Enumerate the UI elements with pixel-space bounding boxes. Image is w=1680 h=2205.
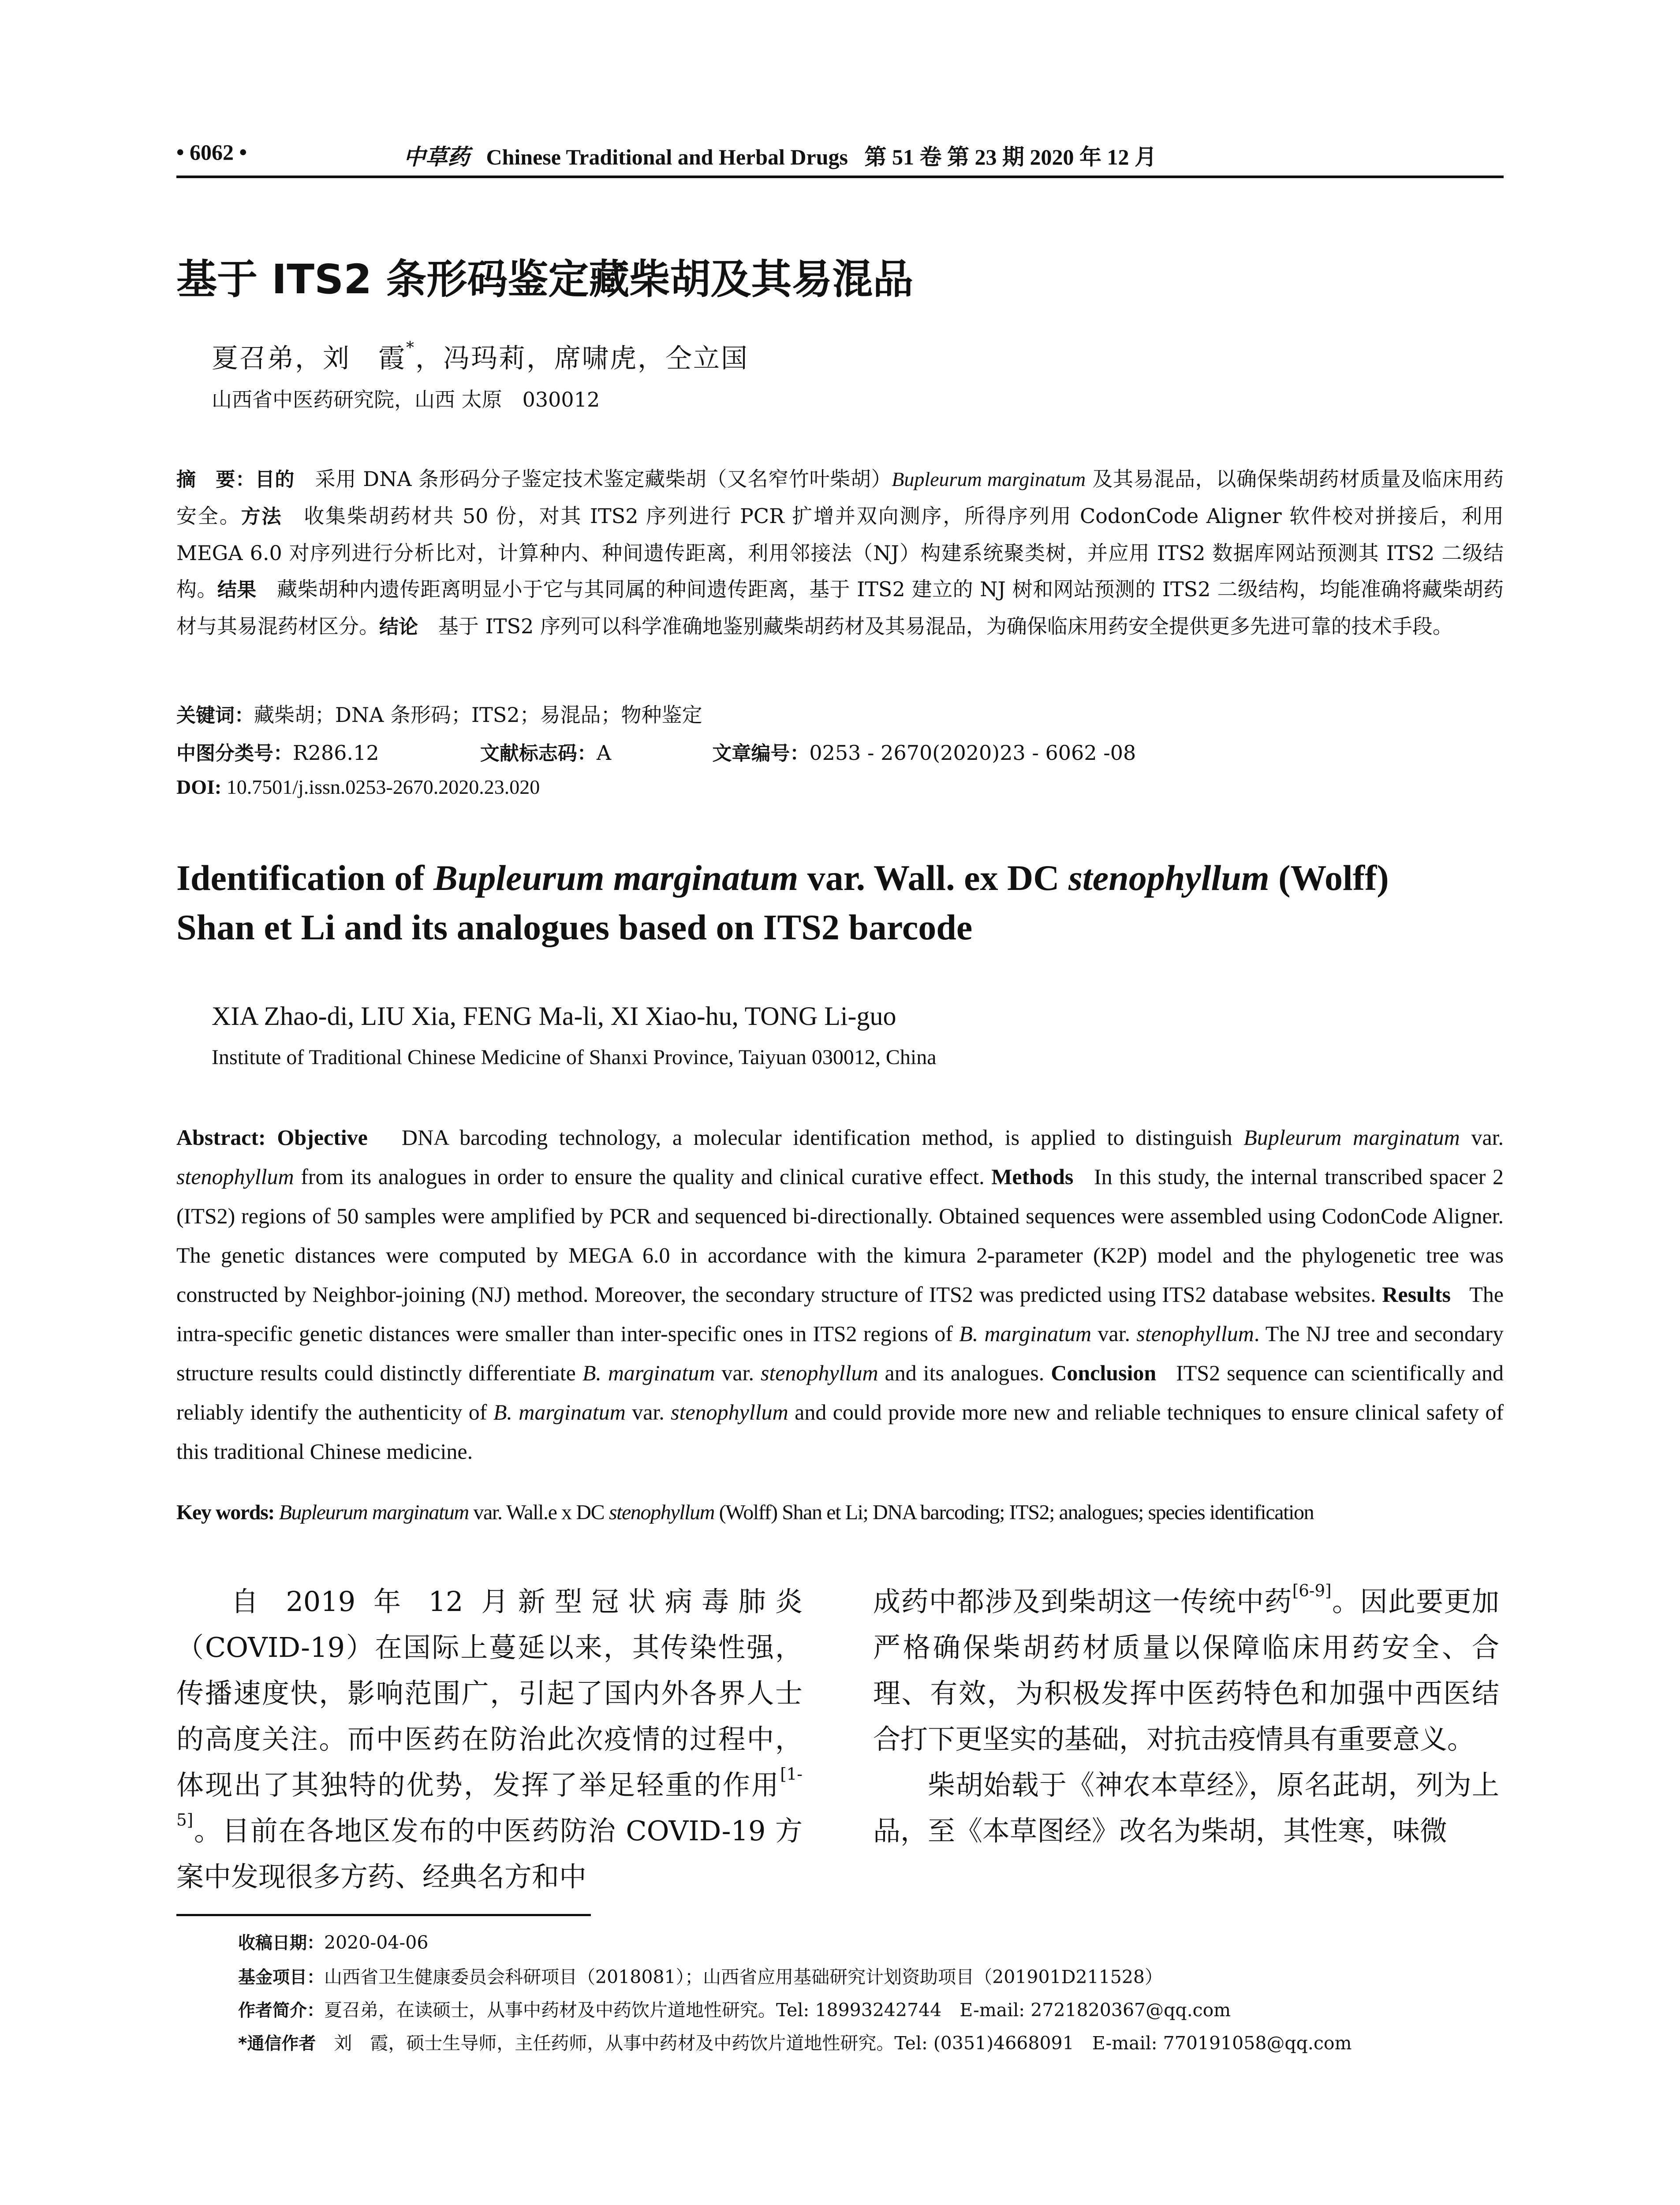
page-number: • 6062 • (176, 140, 247, 164)
results-label: Results (1382, 1282, 1451, 1307)
english-keywords: Key words: Bupleurum marginatum var. Wall.e x DC stenophyllum (Wolff) Shan et Li; DNA barcoding; ITS2; analogues; species identification (176, 1501, 1314, 1524)
english-authors: XIA Zhao-di, LIU Xia, FENG Ma-li, XI Xiao-hu, TONG Li-guo (212, 1002, 896, 1031)
chinese-title: 基于 ITS2 条形码鉴定藏柴胡及其易混品 (176, 256, 914, 303)
journal-name-cn: 中草药 (403, 144, 470, 170)
footnote-received: 收稿日期：2020-04-06 (238, 1932, 429, 1953)
doi-link[interactable]: 10.7501/j.issn.0253-2670.2020.23.020 (226, 776, 540, 798)
body-paragraph: 柴胡始载于《神农本草经》，原名茈胡，列为上品，至《本草图经》改名为柴胡，其性寒，味微 (873, 1769, 1499, 1847)
doi-line: DOI: 10.7501/j.issn.0253-2670.2020.23.020 (176, 776, 540, 798)
chinese-affiliation: 山西省中医药研究院，山西 太原 030012 (212, 388, 600, 411)
abstract-label: 摘 要： (176, 468, 255, 491)
body-column-right (873, 1579, 1499, 1854)
chinese-abstract: 摘 要：目的 采用 DNA 条形码分子鉴定技术鉴定藏柴胡（又名窄竹叶柴胡）Bupleurum marginatum 及其易混品，以确保柴胡药材质量及临床用药安全。方法 收集柴胡药材共 50 份，对其 ITS2 序列进行 PCR 扩增并双向测序，所得序列用 CodonCode Aligner 软件校对拼接后，利用 MEGA 6.0 对序列进行分析比对，计算种内、种间遗传距离，利用邻接法（NJ）构建系统聚类树，并应用 ITS2 数据库网站预测其 ITS2 二级结构。结果 藏柴胡种内遗传距离明显小于它与其同属的种间遗传距离，基于 ITS2 建立的 NJ 树和网站预测的 ITS2 二级结构，均能准确将藏柴胡药材与其易混药材区分。结论 基于 ITS2 序列可以科学准确地鉴别藏柴胡药材及其易混品，为确保临床用药安全提供更多先进可靠的技术手段。 (176, 467, 1504, 638)
english-affiliation: Institute of Traditional Chinese Medicine of Shanxi Province, Taiyuan 030012, China (212, 1046, 937, 1069)
english-abstract: Abstract: Objective DNA barcoding technology, a molecular identification method, is applied to distinguish Bupleurum marginatum var. stenophyllum from its analogues in order to ensure the quality and clinical curative effect. Methods In this study, the internal transcribed spacer 2 (ITS2) regions of 50 samples were amplified by PCR and sequenced bi-directionally. Obtained sequences were assembled using CodonCode Aligner. The genetic distances were computed by MEGA 6.0 in accordance with the kimura 2-parameter (K2P) model and the phylogenetic tree was constructed by Neighbor-joining (NJ) method. Moreover, the secondary structure of ITS2 was predicted using ITS2 database websites. Results The intra-specific genetic distances were smaller than inter-specific ones in ITS2 regions of B. marginatum var. stenophyllum. The NJ tree and secondary structure results could distinctly differentiate B. marginatum var. stenophyllum and its analogues. Conclusion ITS2 sequence can scientifically and reliably identify the authenticity of B. marginatum var. stenophyllum and could provide more new and reliable techniques to ensure clinical safety of this traditional Chinese medicine. (176, 1125, 1504, 1464)
footnote-author: 作者简介：夏召弟，在读硕士，从事中药材及中药饮片道地性研究。Tel: 18993242744 E-mail: 2721820367@qq.com (238, 1999, 1231, 2021)
species-name: Bupleurum marginatum (892, 468, 1086, 490)
results-label: 结果 (217, 579, 257, 601)
methods-label: 方法 (241, 505, 283, 528)
footnote-fund: 基金项目：山西省卫生健康委员会科研项目（2018081）；山西省应用基础研究计划资助项目（201901D211528） (238, 1966, 1163, 1988)
document-code: A (596, 741, 612, 765)
citation[interactable]: [1-5] (176, 1764, 803, 1830)
body-column-left (176, 1579, 803, 1900)
classification-row: 中图分类号：R286.12 文献标志码：A 文章编号：0253 - 2670(2020)23 - 6062 -08 (176, 741, 1136, 765)
header-rule (176, 176, 1504, 178)
journal-name-en: Chinese Traditional and Herbal Drugs (486, 145, 848, 169)
running-header (176, 139, 1504, 176)
citation[interactable]: [6-9] (1292, 1581, 1332, 1600)
corresponding-mark: * (406, 339, 415, 357)
objective-label: 目的 (255, 468, 295, 491)
journal-header (403, 139, 1157, 171)
chinese-keywords: 关键词：藏柴胡；DNA 条形码；ITS2；易混品；物种鉴定 (176, 703, 702, 727)
methods-label: Methods (991, 1164, 1074, 1189)
footnote-corresponding-author: *通信作者 刘 霞，硕士生导师，主任药师，从事中药材及中药饮片道地性研究。Tel: (0351)4668091 E-mail: 770191058@qq.com (238, 2033, 1352, 2054)
footnote-rule (176, 1914, 591, 1916)
conclusion-label: Conclusion (1051, 1360, 1157, 1385)
article-number: 0253 - 2670(2020)23 - 6062 -08 (809, 741, 1136, 765)
english-title: Identification of Bupleurum marginatum var. Wall. ex DC stenophyllum (Wolff) Shan et Li and its analogues based on ITS2 barcode (176, 858, 1389, 947)
clc-number: R286.12 (293, 741, 379, 765)
journal-issue: 第 51 卷 第 23 期 2020 年 12 月 (864, 145, 1157, 169)
objective-label: Objective (277, 1125, 368, 1150)
chinese-authors: 夏召弟，刘 霞*，冯玛莉，席啸虎，仝立国 (212, 339, 749, 374)
conclusion-label: 结论 (379, 616, 418, 638)
body-paragraph: 自 2019 年 12 月新型冠状病毒肺炎（COVID-19）在国际上蔓延以来，其传染性强，传播速度快，影响范围广，引起了国内外各界人士的高度关注。而中医药在防治此次疫情的过程中，体现出了其独特的优势，发挥了举足轻重的作用[1-5]。目前在各地区发布的中医药防治 COVID-19 方案中发现很多方药、经典名方和中 (176, 1585, 803, 1893)
body-paragraph: 成药中都涉及到柴胡这一传统中药[6-9]。因此要更加严格确保柴胡药材质量以保障临床用药安全、合理、有效，为积极发挥中医药特色和加强中西医结合打下更坚实的基础，对抗击疫情具有重要意义。 (873, 1581, 1499, 1755)
